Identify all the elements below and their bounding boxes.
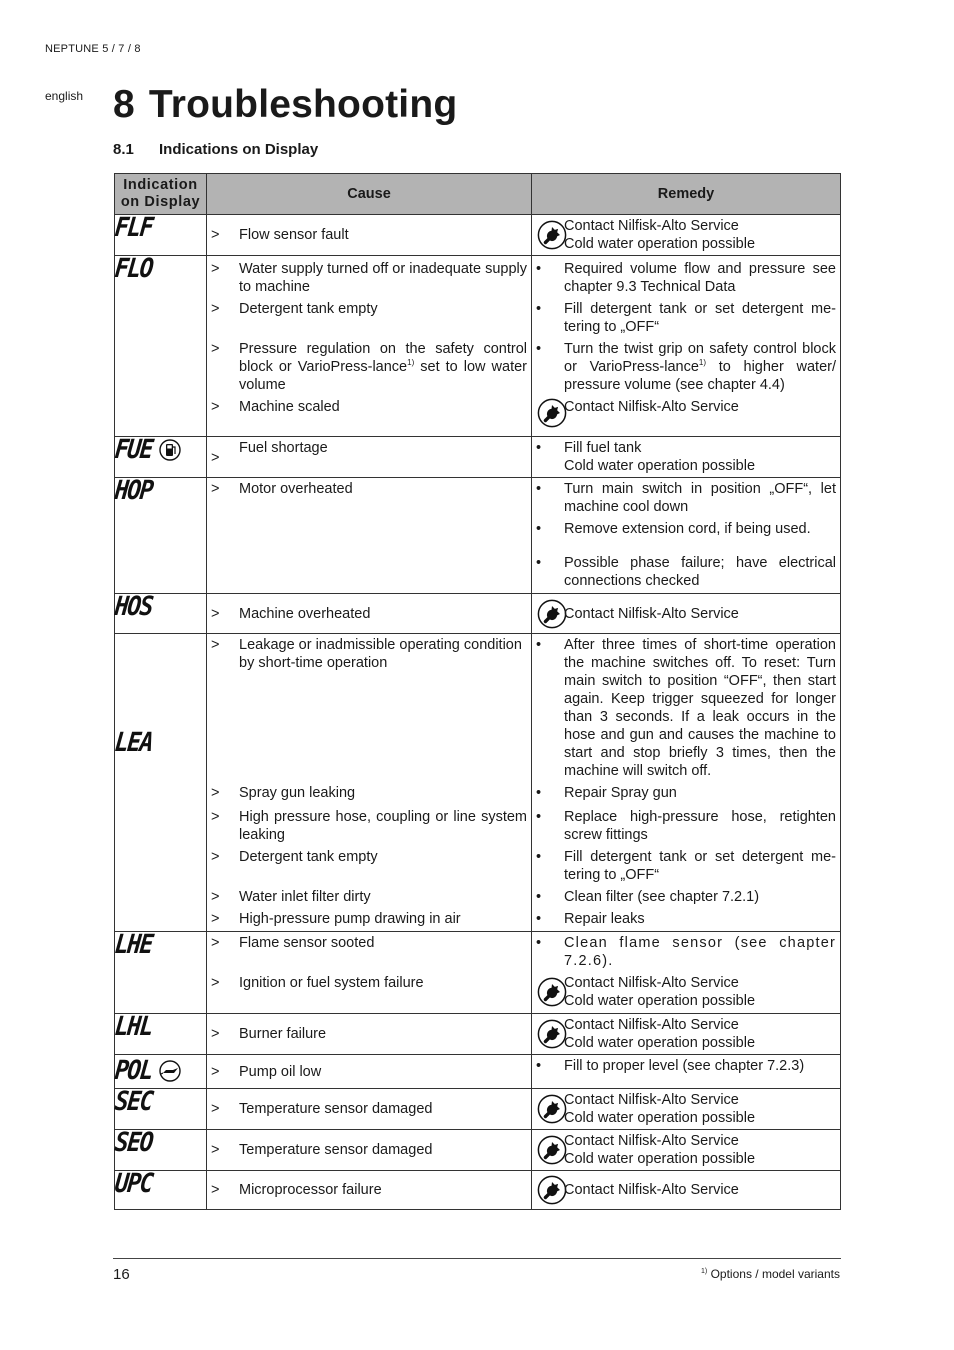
bullet: • (536, 809, 542, 825)
table-row (115, 1014, 841, 1055)
remedy-item (532, 518, 840, 552)
display-code: LEA (113, 727, 154, 758)
remedy-item (532, 634, 840, 782)
cause-cell (207, 437, 532, 478)
service-remedy (532, 1173, 840, 1207)
cause-cell (207, 1171, 532, 1210)
remedy-cell (532, 1130, 841, 1171)
remedy-text: Contact Nilfisk-Alto Service (564, 975, 739, 991)
remedy-text: Clean flame sensor (see chapter 7.2.6). (564, 935, 836, 969)
cause-item (207, 932, 531, 972)
cause-cell (207, 634, 532, 932)
cause-cell (207, 256, 532, 437)
remedy-text: Fill fuel tank (564, 440, 642, 456)
remedy-cell (532, 1014, 841, 1055)
remedy-text: Fill detergent tank or set detergent me-tering to „OFF“ (564, 849, 836, 883)
remedy-item (532, 782, 840, 806)
table-row (115, 1089, 841, 1130)
remedy-item (532, 338, 840, 396)
cause-item (207, 806, 531, 846)
bullet: • (536, 849, 542, 865)
display-code: POL (113, 1056, 154, 1086)
cause-text: Burner failure (239, 1026, 327, 1042)
cause-marker: > (211, 1182, 220, 1198)
remedy-cell (532, 1055, 841, 1089)
cause-text: Water inlet filter dirty (239, 889, 371, 905)
remedy-text: Contact Nilfisk-Alto Service (564, 1182, 739, 1198)
cause-marker: > (211, 1063, 220, 1080)
cause-cell (207, 215, 532, 256)
cause-marker: > (211, 935, 220, 951)
service-wrench-icon (537, 599, 567, 629)
indication-cell (115, 1171, 207, 1210)
table-row (115, 1130, 841, 1171)
cause-text: High-pressure pump drawing in air (239, 911, 461, 927)
bullet: • (536, 911, 542, 927)
cause-marker: > (211, 975, 220, 991)
cause-text: Detergent tank empty (239, 849, 378, 865)
remedy-item (532, 298, 840, 338)
remedy-text: Clean filter (see chapter 7.2.1) (564, 889, 760, 905)
cause-marker: > (211, 227, 220, 243)
section-number: 8.1 (113, 141, 134, 158)
cause-text: High pressure hose, coupling or line system leaking (239, 809, 527, 843)
display-code: FLO (113, 254, 154, 284)
cause-text: Detergent tank empty (239, 301, 378, 317)
service-remedy (532, 972, 840, 1012)
cause-marker: > (211, 1101, 220, 1117)
remedy-text: Repair leaks (564, 911, 645, 927)
bullet: • (536, 555, 542, 571)
cause-item (207, 437, 531, 469)
remedy-item (532, 258, 840, 298)
service-wrench-icon (537, 1135, 567, 1165)
cause-item (207, 1179, 531, 1201)
service-wrench-icon (537, 220, 567, 250)
service-remedy (532, 215, 840, 255)
remedy-text: Repair Spray gun (564, 785, 677, 801)
remedy-text: Cold water operation possible (564, 1151, 756, 1167)
footnote-ref: 1) (698, 358, 707, 368)
indication-cell (115, 437, 207, 478)
service-wrench-icon (537, 1019, 567, 1049)
cause-marker: > (211, 399, 220, 415)
display-code: LHL (113, 1012, 154, 1042)
cause-item (207, 846, 531, 886)
table-row (115, 1171, 841, 1210)
page-number: 16 (113, 1266, 130, 1283)
language-label: english (45, 89, 84, 103)
bullet: • (536, 1058, 542, 1074)
bullet: • (536, 440, 542, 456)
remedy-cell (532, 1089, 841, 1130)
remedy-cell (532, 215, 841, 256)
table-row (115, 478, 841, 594)
cause-item (207, 1061, 531, 1083)
indication-cell (115, 932, 207, 1014)
cause-text: Leakage or inadmissible operating condition by short-time operation (239, 637, 522, 671)
footnote-mark: 1) (701, 1268, 708, 1275)
cause-item (207, 478, 531, 500)
cause-text: Fuel shortage (239, 440, 328, 456)
display-code: LHE (113, 930, 154, 960)
cause-marker: > (211, 849, 220, 865)
service-remedy (532, 1089, 840, 1129)
display-code: SEO (113, 1128, 154, 1158)
indication-cell (115, 256, 207, 437)
service-remedy (532, 1014, 840, 1054)
remedy-text: Contact Nilfisk-Alto Service (564, 1133, 739, 1149)
header-indication: Indication on Display (115, 174, 207, 215)
table-row (115, 437, 841, 478)
chapter-title-text: Troubleshooting (148, 83, 458, 126)
remedy-text: Turn main switch in position „OFF“, let machine cool down (564, 481, 836, 515)
cause-text: Flame sensor sooted (239, 935, 375, 951)
remedy-text: Required volume flow and pressure see chapter 9.3 Technical Data (564, 261, 836, 295)
cause-text: Motor overheated (239, 481, 353, 497)
cause-cell (207, 932, 532, 1014)
remedy-text: Fill detergent tank or set detergent me-tering to „OFF“ (564, 301, 836, 335)
remedy-item (532, 478, 840, 518)
indication-cell (115, 478, 207, 594)
bullet: • (536, 637, 542, 653)
table-row (115, 594, 841, 634)
cause-text: Machine scaled (239, 399, 340, 415)
remedy-text: Cold water operation possible (564, 993, 756, 1009)
troubleshooting-table (114, 173, 841, 1210)
service-remedy (532, 396, 840, 430)
remedy-text: Contact Nilfisk-Alto Service (564, 218, 739, 234)
indication-cell (115, 1055, 207, 1089)
remedy-item (532, 886, 840, 908)
bullet: • (536, 889, 542, 905)
cause-marker: > (211, 911, 220, 927)
remedy-text: Possible phase failure; have electrical connections checked (564, 555, 836, 589)
header-cause: Cause (207, 174, 532, 215)
cause-text: set to low water volume (239, 359, 527, 393)
cause-text: Temperature sensor damaged (239, 1101, 433, 1117)
remedy-cell (532, 932, 841, 1014)
cause-text: Machine overheated (239, 605, 371, 622)
remedy-cell (532, 437, 841, 478)
remedy-item (532, 908, 840, 930)
remedy-cell (532, 478, 841, 594)
cause-marker: > (211, 450, 220, 466)
footnote (701, 1267, 840, 1281)
cause-text: Pump oil low (239, 1063, 322, 1080)
cause-item (207, 782, 531, 806)
cause-text: Flow sensor fault (239, 227, 349, 243)
cause-item (207, 634, 531, 782)
remedy-item (532, 846, 840, 886)
remedy-text: Cold water operation possible (564, 236, 756, 252)
bullet: • (536, 341, 542, 357)
cause-item (207, 972, 531, 994)
cause-item (207, 908, 531, 930)
remedy-text: Contact Nilfisk-Alto Service (564, 605, 739, 622)
indication-cell (115, 634, 207, 932)
bullet: • (536, 261, 542, 277)
remedy-cell (532, 634, 841, 932)
table-row (115, 256, 841, 437)
cause-cell (207, 1055, 532, 1089)
remedy-text: Contact Nilfisk-Alto Service (564, 399, 739, 415)
service-wrench-icon (537, 1094, 567, 1124)
fuel-icon (158, 439, 184, 461)
cause-item (207, 1139, 531, 1161)
table-row (115, 215, 841, 256)
cause-text: Ignition or fuel system failure (239, 975, 424, 991)
cause-marker: > (211, 637, 220, 653)
remedy-item (532, 932, 840, 972)
cause-text: Microprocessor failure (239, 1182, 382, 1198)
cause-item (207, 298, 531, 338)
bullet: • (536, 301, 542, 317)
indication-cell (115, 215, 207, 256)
indication-cell (115, 594, 207, 634)
remedy-item (532, 552, 840, 592)
cause-item (207, 258, 531, 298)
remedy-text: Turn the twist grip on safety control block or VarioPress-lance (564, 341, 836, 375)
remedy-text: Remove extension cord, if being used. (564, 521, 811, 537)
display-code: HOS (113, 592, 154, 622)
remedy-text: Contact Nilfisk-Alto Service (564, 1092, 739, 1108)
cause-item (207, 886, 531, 908)
footer-rule (113, 1258, 841, 1259)
indication-cell (115, 1089, 207, 1130)
bullet: • (536, 935, 542, 951)
service-wrench-icon (537, 398, 567, 428)
remedy-text: Fill to proper level (see chapter 7.2.3) (564, 1058, 805, 1074)
remedy-item (532, 437, 840, 477)
service-remedy (532, 1130, 840, 1170)
document-model-header: NEPTUNE 5 / 7 / 8 (45, 43, 141, 55)
cause-marker: > (211, 809, 220, 825)
cause-marker: > (211, 1142, 220, 1158)
section-heading (113, 141, 318, 158)
cause-cell (207, 594, 532, 634)
cause-item (207, 603, 531, 625)
cause-marker: > (211, 481, 220, 497)
table-row (115, 1055, 841, 1089)
bullet: • (536, 521, 542, 537)
cause-marker: > (211, 301, 220, 317)
remedy-item (532, 806, 840, 846)
cause-marker: > (211, 261, 220, 277)
service-remedy (532, 597, 840, 631)
remedy-cell (532, 1171, 841, 1210)
display-code: FUE (113, 435, 154, 465)
chapter-number: 8 (113, 83, 135, 126)
remedy-text: to higher water/ pressure volume (see chapter 4.4) (564, 359, 836, 393)
cause-item (207, 1023, 531, 1045)
remedy-text: Cold water operation possible (564, 458, 756, 474)
cause-cell (207, 478, 532, 594)
indication-cell (115, 1014, 207, 1055)
chapter-title (113, 83, 457, 127)
service-wrench-icon (537, 977, 567, 1007)
cause-text: Pressure regulation on the safety control block or VarioPress-lance (239, 341, 527, 375)
cause-cell (207, 1130, 532, 1171)
footnote-text: Options / model variants (710, 1267, 840, 1281)
bullet: • (536, 785, 542, 801)
oil-can-icon (158, 1060, 184, 1082)
remedy-text: After three times of short-time operation the machine switches off. To reset: Turn main switch to position “OFF“, then start again. Keep trigger squeezed for longer than 3 seconds. If a leak occurs in the hose and gun and causes the machine to start and stop briefly 3 times, then the machine will switch off. (564, 637, 836, 779)
remedy-item (532, 1055, 840, 1077)
cause-cell (207, 1089, 532, 1130)
remedy-text: Replace high-pressure hose, retighten screw fittings (564, 809, 836, 843)
cause-item (207, 224, 531, 246)
service-wrench-icon (537, 1175, 567, 1205)
display-code: SEC (113, 1087, 154, 1117)
cause-item (207, 396, 531, 418)
remedy-text: Contact Nilfisk-Alto Service (564, 1017, 739, 1033)
display-code: UPC (113, 1169, 154, 1199)
cause-cell (207, 1014, 532, 1055)
display-code: HOP (113, 476, 154, 506)
cause-marker: > (211, 341, 220, 357)
remedy-cell (532, 256, 841, 437)
remedy-cell (532, 594, 841, 634)
table-row (115, 634, 841, 932)
display-code: FLF (113, 213, 154, 243)
remedy-text: Cold water operation possible (564, 1035, 756, 1051)
cause-item (207, 1098, 531, 1120)
table-row (115, 932, 841, 1014)
table-header-row (115, 174, 841, 215)
cause-marker: > (211, 889, 220, 905)
header-remedy: Remedy (532, 174, 841, 215)
indication-cell (115, 1130, 207, 1171)
cause-marker: > (211, 785, 220, 801)
cause-marker: > (211, 1026, 220, 1042)
section-title: Indications on Display (159, 141, 319, 158)
remedy-text: Cold water operation possible (564, 1110, 756, 1126)
cause-item (207, 338, 531, 396)
cause-text: Spray gun leaking (239, 785, 356, 801)
cause-marker: > (211, 605, 220, 622)
bullet: • (536, 481, 542, 497)
footnote-ref: 1) (407, 358, 415, 368)
cause-text: Temperature sensor damaged (239, 1142, 433, 1158)
cause-text: Water supply turned off or inadequate supply to machine (239, 261, 527, 295)
